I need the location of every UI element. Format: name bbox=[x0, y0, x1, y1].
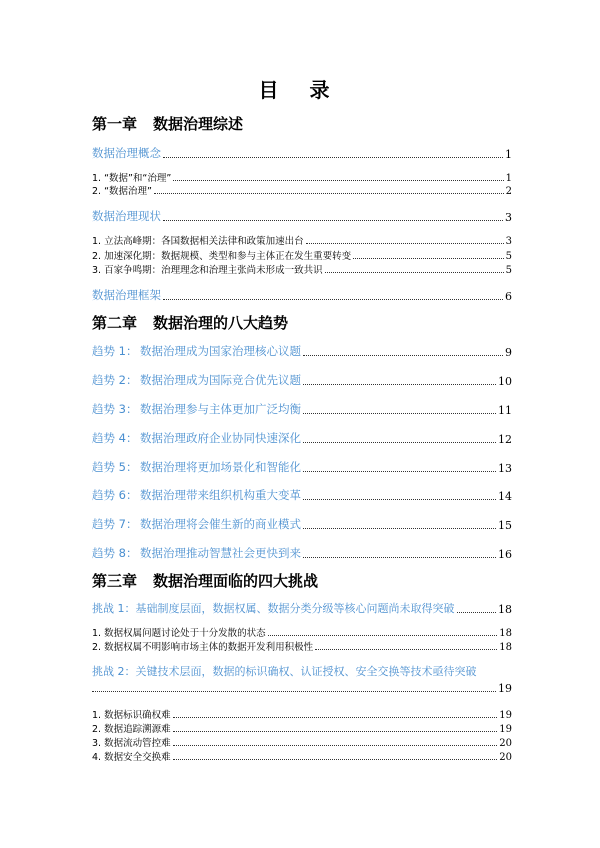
entry-page: 14 bbox=[498, 490, 512, 503]
toc-entry-challenge[interactable] bbox=[92, 600, 512, 616]
entry-label: 数据治理将会催生新的商业模式 bbox=[140, 517, 301, 531]
trend-number: 趋势 5： bbox=[92, 460, 138, 474]
entry-page: 1 bbox=[505, 173, 512, 184]
dot-leader bbox=[268, 635, 498, 636]
entry-page: 15 bbox=[498, 519, 512, 532]
entry-page: 20 bbox=[499, 752, 512, 763]
dot-leader bbox=[303, 442, 496, 443]
toc-entry-subitem[interactable] bbox=[92, 248, 512, 262]
trend-number: 趋势 3： bbox=[92, 402, 138, 416]
toc-entry-subitem[interactable] bbox=[92, 639, 512, 653]
entry-page: 19 bbox=[498, 682, 512, 695]
toc-entry-section[interactable] bbox=[92, 287, 512, 303]
trend-number: 趋势 8： bbox=[92, 546, 138, 560]
entry-page: 9 bbox=[505, 346, 512, 359]
toc-entry-trend[interactable] bbox=[92, 516, 512, 532]
chapter-title: 数据治理综述 bbox=[153, 115, 244, 133]
dot-leader bbox=[92, 691, 496, 692]
dot-leader bbox=[303, 471, 496, 472]
challenge-2-label[interactable]: 挑战 2：关键技术层面，数据的标识确权、认证授权、安全交换等技术亟待突破 bbox=[92, 665, 477, 678]
toc-entry-subitem[interactable] bbox=[92, 233, 512, 247]
entry-label: 1. 数据权属问题讨论处于十分发散的状态 bbox=[92, 628, 266, 639]
dot-leader bbox=[353, 258, 504, 259]
entry-label: 2. 数据追踪溯源难 bbox=[92, 724, 171, 735]
dot-leader bbox=[163, 157, 503, 158]
entry-page: 3 bbox=[505, 236, 512, 247]
toc-entry-section[interactable] bbox=[92, 208, 512, 224]
dot-leader bbox=[173, 745, 498, 746]
dot-leader bbox=[303, 557, 496, 558]
chapter-number: 第二章 bbox=[92, 314, 138, 332]
entry-label: 3. 数据流动管控难 bbox=[92, 738, 171, 749]
entry-label: 数据治理现状 bbox=[92, 209, 161, 223]
entry-label: 1. “数据”和“治理” bbox=[92, 173, 172, 184]
toc-entry-trend[interactable] bbox=[92, 430, 512, 446]
entry-label: 数据治理带来组织机构重大变革 bbox=[140, 488, 301, 502]
dot-leader bbox=[306, 243, 504, 244]
entry-page: 1 bbox=[505, 148, 512, 161]
toc-entry-trend[interactable] bbox=[92, 343, 512, 359]
entry-label: 4. 数据安全交换难 bbox=[92, 752, 171, 763]
chapter-3-heading bbox=[92, 570, 318, 591]
dot-leader bbox=[315, 649, 497, 650]
chapter-2-heading bbox=[92, 312, 288, 333]
entry-label: 2. 加速深化期：数据规模、类型和参与主体正在发生重要转变 bbox=[92, 251, 352, 262]
toc-entry-subitem[interactable] bbox=[92, 625, 512, 639]
entry-page: 18 bbox=[498, 603, 512, 616]
dot-leader bbox=[325, 272, 504, 273]
entry-page: 20 bbox=[499, 738, 512, 749]
entry-page: 6 bbox=[505, 290, 512, 303]
dot-leader bbox=[173, 180, 503, 181]
entry-page: 5 bbox=[505, 265, 512, 276]
dot-leader bbox=[173, 759, 498, 760]
dot-leader bbox=[457, 612, 497, 613]
dot-leader bbox=[303, 499, 496, 500]
toc-entry-subitem[interactable] bbox=[92, 183, 512, 197]
entry-label: 数据治理推动智慧社会更快到来 bbox=[140, 546, 301, 560]
entry-label: 2. “数据治理” bbox=[92, 186, 152, 197]
dot-leader bbox=[303, 413, 496, 414]
toc-entry-subitem[interactable] bbox=[92, 735, 512, 749]
trend-number: 趋势 6： bbox=[92, 488, 138, 502]
entry-label: 数据治理成为国家治理核心议题 bbox=[140, 344, 301, 358]
trend-number: 趋势 7： bbox=[92, 517, 138, 531]
entry-label: 2. 数据权属不明影响市场主体的数据开发利用积极性 bbox=[92, 642, 314, 653]
entry-label: 1. 数据标识确权难 bbox=[92, 710, 171, 721]
entry-page: 19 bbox=[499, 724, 512, 735]
entry-page: 3 bbox=[505, 211, 512, 224]
dot-leader bbox=[154, 193, 504, 194]
entry-label: 数据治理参与主体更加广泛均衡 bbox=[140, 402, 301, 416]
entry-page: 13 bbox=[498, 462, 512, 475]
toc-entry-challenge-cont[interactable] bbox=[92, 682, 512, 695]
toc-entry-subitem[interactable] bbox=[92, 262, 512, 276]
chapter-title: 数据治理面临的四大挑战 bbox=[153, 572, 319, 590]
toc-entry-section[interactable] bbox=[92, 145, 512, 161]
entry-label: 数据治理政府企业协同快速深化 bbox=[140, 431, 301, 445]
dot-leader bbox=[163, 220, 503, 221]
dot-leader bbox=[173, 731, 498, 732]
entry-label: 数据治理框架 bbox=[92, 288, 161, 302]
toc-entry-subitem[interactable] bbox=[92, 749, 512, 763]
dot-leader bbox=[173, 717, 498, 718]
chapter-1-heading bbox=[92, 113, 243, 134]
entry-page: 18 bbox=[499, 642, 512, 653]
toc-entry-trend[interactable] bbox=[92, 545, 512, 561]
entry-page: 2 bbox=[505, 186, 512, 197]
chapter-number: 第一章 bbox=[92, 115, 138, 133]
entry-label: 数据治理将更加场景化和智能化 bbox=[140, 460, 301, 474]
dot-leader bbox=[303, 384, 496, 385]
entry-label: 数据治理概念 bbox=[92, 146, 161, 160]
chapter-number: 第三章 bbox=[92, 572, 138, 590]
entry-page: 10 bbox=[498, 375, 512, 388]
dot-leader bbox=[303, 355, 503, 356]
chapter-title: 数据治理的八大趋势 bbox=[153, 314, 289, 332]
toc-entry-trend[interactable] bbox=[92, 372, 512, 388]
dot-leader bbox=[303, 528, 496, 529]
entry-label: 数据治理成为国际竞合优先议题 bbox=[140, 373, 301, 387]
page-title: 目 录 bbox=[258, 78, 342, 102]
toc-entry-trend[interactable] bbox=[92, 487, 512, 503]
entry-page: 19 bbox=[499, 710, 512, 721]
toc-entry-subitem[interactable] bbox=[92, 170, 512, 184]
entry-page: 11 bbox=[498, 404, 512, 417]
trend-number: 趋势 2： bbox=[92, 373, 138, 387]
entry-label: 挑战 1：基础制度层面，数据权属、数据分类分级等核心问题尚未取得突破 bbox=[92, 602, 455, 615]
entry-page: 5 bbox=[505, 251, 512, 262]
toc-entry-subitem[interactable] bbox=[92, 707, 512, 721]
trend-number: 趋势 4： bbox=[92, 431, 138, 445]
entry-page: 18 bbox=[499, 628, 512, 639]
trend-number: 趋势 1： bbox=[92, 344, 138, 358]
toc-entry-trend[interactable] bbox=[92, 459, 512, 475]
toc-entry-trend[interactable] bbox=[92, 401, 512, 417]
entry-page: 12 bbox=[498, 433, 512, 446]
entry-label: 1. 立法高峰期：各国数据相关法律和政策加速出台 bbox=[92, 236, 304, 247]
entry-label: 3. 百家争鸣期：治理理念和治理主张尚未形成一致共识 bbox=[92, 265, 323, 276]
entry-page: 16 bbox=[498, 548, 512, 561]
dot-leader bbox=[163, 299, 503, 300]
toc-entry-subitem[interactable] bbox=[92, 721, 512, 735]
